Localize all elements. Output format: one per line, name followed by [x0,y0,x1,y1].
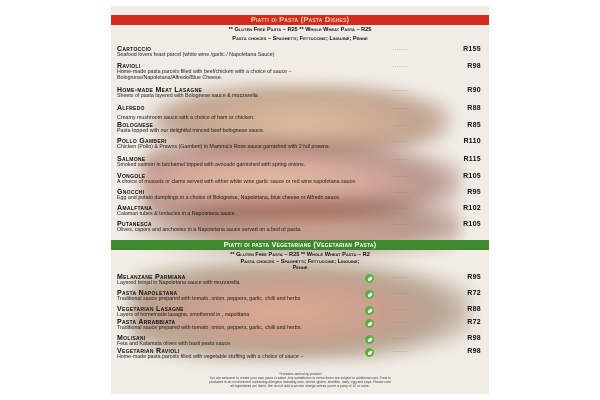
item-name: Vegetarian Lasagne [117,306,184,313]
item-name: Molisani [117,335,146,342]
item-name: Salmone [117,156,146,163]
item-name: Amalftana [117,205,153,212]
item-description: Sheets of pasta layered with Bolognese sauce & mozzarella [117,93,258,99]
menu-item-vegetarian-lasagne [117,306,481,319]
menu-item-meat-lasagne [117,87,481,100]
item-price: R95 [467,274,481,281]
menu-page [111,6,489,394]
menu-item-cartoccio [117,46,481,59]
item-description: Layers of homemade lasagne, smothered in , napolitana [117,312,250,318]
item-description: Calamari tubes & tentacles in a Napoletana sauce. [117,211,236,217]
item-description: A choice of mussels or clams served with either white wine garlic sauce or red wine napoletana sauce. [117,179,357,185]
item-price: R98 [467,335,481,342]
item-price: R88 [467,105,481,112]
leader-dots: ........ [393,348,409,354]
item-name: Bolognese [117,122,154,129]
vegetarian-leaf-icon [365,319,374,328]
footer-line-3: all ingredients are listed. We do not add a service charge unless you're a party of 10 or more. [230,384,370,388]
item-price: R98 [467,63,481,70]
vegetarian-leaf-icon [365,348,374,357]
menu-item-salmone [117,156,481,169]
menu-item-bolognese [117,122,481,135]
item-price: R155 [463,46,481,53]
leader-dots: ........ [393,173,409,179]
leader-dots: ........ [393,306,409,312]
item-price: R110 [463,138,481,145]
leader-dots: ........ [393,335,409,341]
item-price: R115 [463,156,481,163]
item-name: Gnocchi [117,189,145,196]
item-price: R102 [463,205,481,212]
item-name: Pollo Gamberi [117,138,167,145]
item-name: Putanesca [117,221,152,228]
item-name: Pasta Napoletana [117,290,178,297]
item-name: Pasta Arrabbiata [117,319,176,326]
menu-item-melanzane-parmiana [117,274,481,287]
item-name: Melanzane Parmiana [117,274,186,281]
vegetarian-leaf-icon [365,306,374,315]
item-description: Egg and potato dumplings in a choice of Bolognese, Napoletana, blue cheese or Alfredo sauce. [117,195,341,201]
item-name: Vegetarian Ravioli [117,348,180,355]
footer-line-2: produced in an environment containing allergens including nuts, wheat, gluten, shellfish, dairy, egg and soya. Please note [208,380,392,384]
menu-item-putanesca [117,221,481,234]
leader-dots: ........ [393,105,409,111]
menu-item-pasta-napoletana [117,290,481,303]
pasta-choices: Pasta choices – Spaghetti; Fettuccine; Linguine; Penne [232,36,368,42]
menu-item-amalftana [117,205,481,218]
menu-item-molisani [117,335,481,348]
item-description: Olives, capers and anchovies in a Napoletana sauce served on a bed of pasta. [117,227,302,233]
pasta-choices: Pasta choices – Spaghetti; Fettuccine; Linguine; [240,259,360,265]
item-description: Home-made pasta parcels filled with beef/chicken with a choice of sauce – Bolognese/Napoletana/Alfredo/Blue Cheese. [117,69,292,81]
item-price: R72 [467,290,481,297]
item-description: Layered brinjal in Napoletana sauce with mozzarella [117,280,240,286]
item-description: Seafood lovers feast parcel (white wine /garlic / Napoletana Sauce) [117,52,275,58]
leader-dots: ........ [393,46,409,52]
item-price: R88 [467,306,481,313]
item-name: Cartoccio [117,46,152,53]
item-description: Home-made pasta parcels filled with vegetable stuffing with a choice of sauce – [117,354,304,360]
item-name: Ravioli [117,63,141,70]
item-price: R85 [467,122,481,129]
leader-dots: ........ [393,274,409,280]
menu-footer [121,372,479,388]
menu-item-ravioli [117,63,481,82]
item-description: Pasta topped with our delightful minced beef bolognese sauce. [117,128,265,134]
item-name: Home-made Meat Lasagne [117,87,203,94]
item-name: Alfredo [117,105,145,112]
menu-item-vongole [117,173,481,186]
item-price: R90 [467,87,481,94]
leader-dots: ........ [393,138,409,144]
leader-dots: ........ [393,205,409,211]
section-banner-vegetarian-pasta [111,240,489,250]
item-description: Smoked salmon in béchamel topped with avocado garnished with spring onions. [117,162,306,168]
item-price: R72 [467,319,481,326]
item-price: R98 [467,348,481,355]
item-description: Traditional sauce prepared with tomato, onion, peppers, garlic, chilli and herbs. [117,325,302,331]
pasta-choices-continued: Penne [292,265,308,271]
item-name: Vongole [117,173,146,180]
leader-dots: ........ [393,156,409,162]
section-banner-pasta-dishes [111,15,489,25]
pricing-note: ** Gluten Free Pasta – R25 ** Whole Wheat Pasta – R2 [230,252,370,258]
menu-item-pollo-gamberi [117,138,481,151]
leader-dots: ........ [393,87,409,93]
vegetarian-leaf-icon [365,335,374,344]
section-title: Piatti di Pasta (Pasta Dishes) [250,15,350,24]
vegetarian-leaf-icon [365,274,374,283]
leader-dots: ........ [393,189,409,195]
leader-dots: ........ [393,319,409,325]
menu-item-alfredo [117,105,481,122]
leader-dots: ........ [393,221,409,227]
item-description: Creamy mushroom sauce with a choice of ham or chicken. [117,115,255,121]
item-description: Feta and Kalamata olives with basil pesto sauce. [117,341,232,347]
item-description: Traditional sauce prepared with tomato, onion, peppers, garlic, chilli and herbs [117,296,301,302]
pricing-note: ** Gluten Free Pasta – R25 ** Whole Wheat Pasta – R25 [228,27,372,33]
item-price: R95 [467,189,481,196]
item-price: R105 [463,173,481,180]
footnote: **contains animal by-product [278,372,322,376]
item-price: R105 [463,221,481,228]
footer-line-1: You are welcome to create your own pizza or salad. Any substitution to menu items are subject to additional cost. Food is [209,376,391,380]
vegetarian-leaf-icon [365,290,374,299]
leader-dots: ........ [393,290,409,296]
menu-item-gnocchi [117,189,481,202]
item-description: Chicken (Pollo) & Prawns (Gamberi) in Mamma's Rose sauce garnished with 2 full prawns. [117,144,330,150]
menu-item-pasta-arrabbiata [117,319,481,332]
menu-item-vegetarian-ravioli [117,348,481,361]
leader-dots: ........ [393,122,409,128]
section-title: Piatti di pasta Vegetariane (Vegetarian Pasta) [223,240,377,249]
leader-dots: ........ [393,63,409,69]
